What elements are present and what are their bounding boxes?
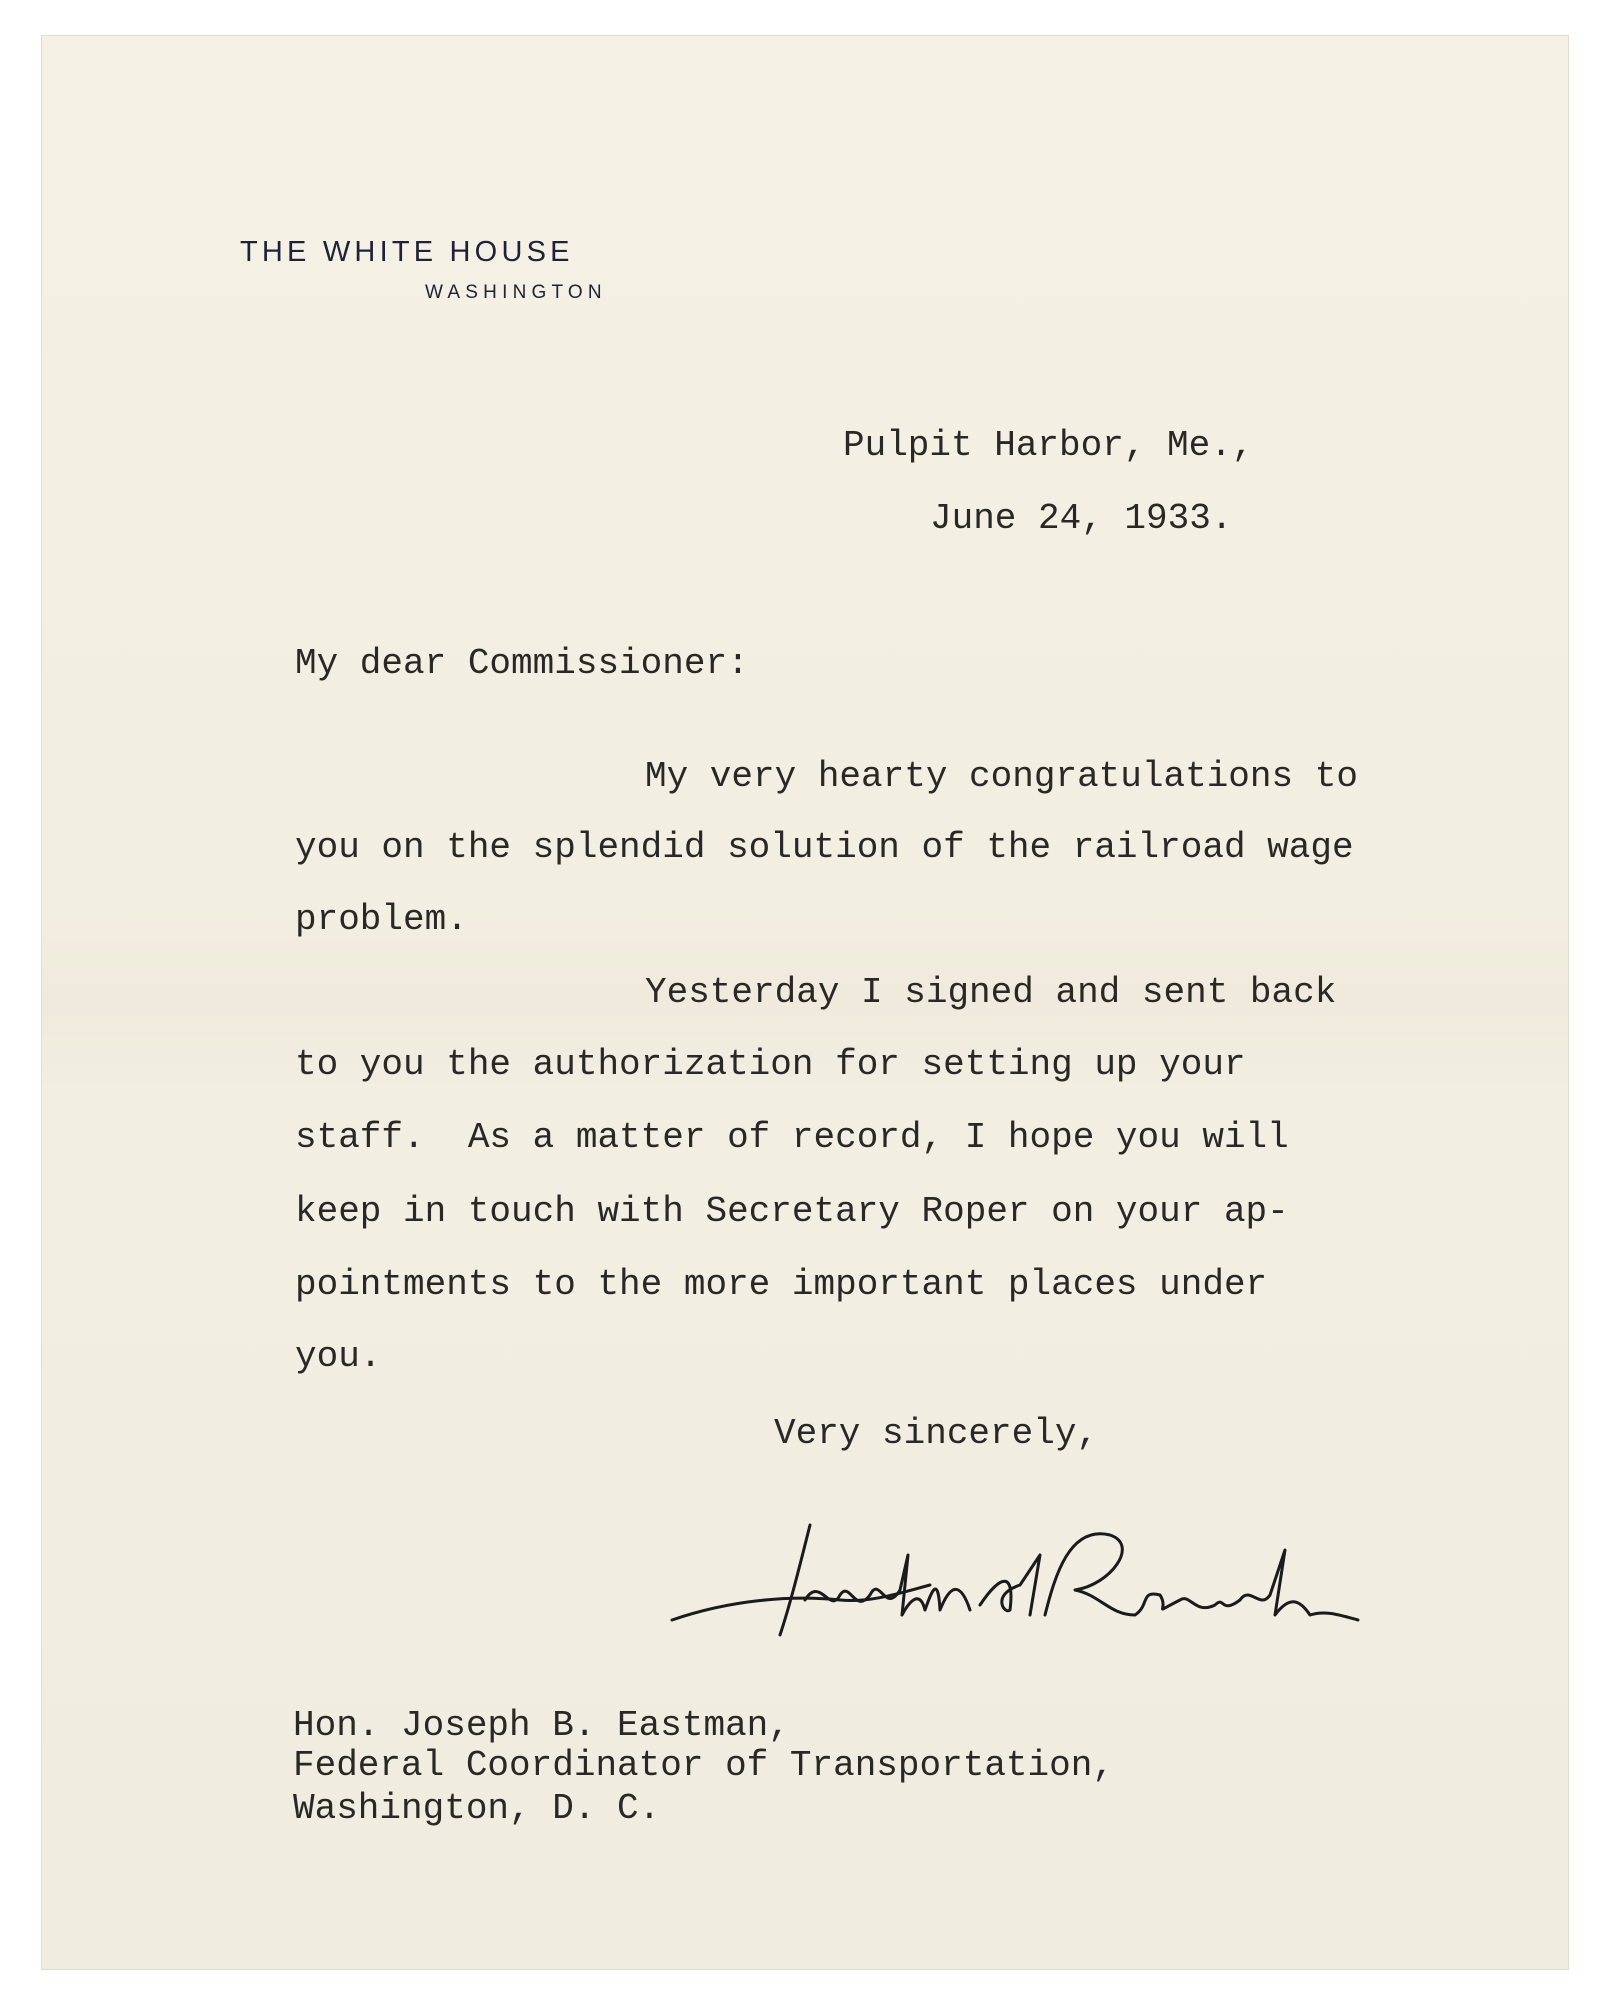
closing: Very sincerely, [774,1413,1099,1454]
body-line: Yesterday I signed and sent back [645,972,1337,1013]
place-line: Pulpit Harbor, Me., [843,425,1254,466]
body-line: problem. [295,899,468,940]
recipient-line: Washington, D. C. [293,1788,661,1829]
signature [670,1515,1360,1645]
letterhead-title: THE WHITE HOUSE [240,236,574,268]
letterhead-subtitle: WASHINGTON [425,282,607,303]
date-line: June 24, 1933. [930,498,1233,539]
body-line: you on the splendid solution of the railroad wage [295,827,1354,868]
body-line: pointments to the more important places under [295,1264,1268,1305]
salutation: My dear Commissioner: [295,643,749,684]
body-line: keep in touch with Secretary Roper on your ap- [295,1191,1289,1232]
recipient-line: Hon. Joseph B. Eastman, [293,1705,790,1746]
body-line: staff. As a matter of record, I hope you will [295,1117,1289,1158]
recipient-line: Federal Coordinator of Transportation, [293,1745,1114,1786]
body-line: you. [295,1336,382,1377]
body-line: to you the authorization for setting up your [295,1044,1246,1085]
body-line: My very hearty congratulations to [645,756,1358,797]
